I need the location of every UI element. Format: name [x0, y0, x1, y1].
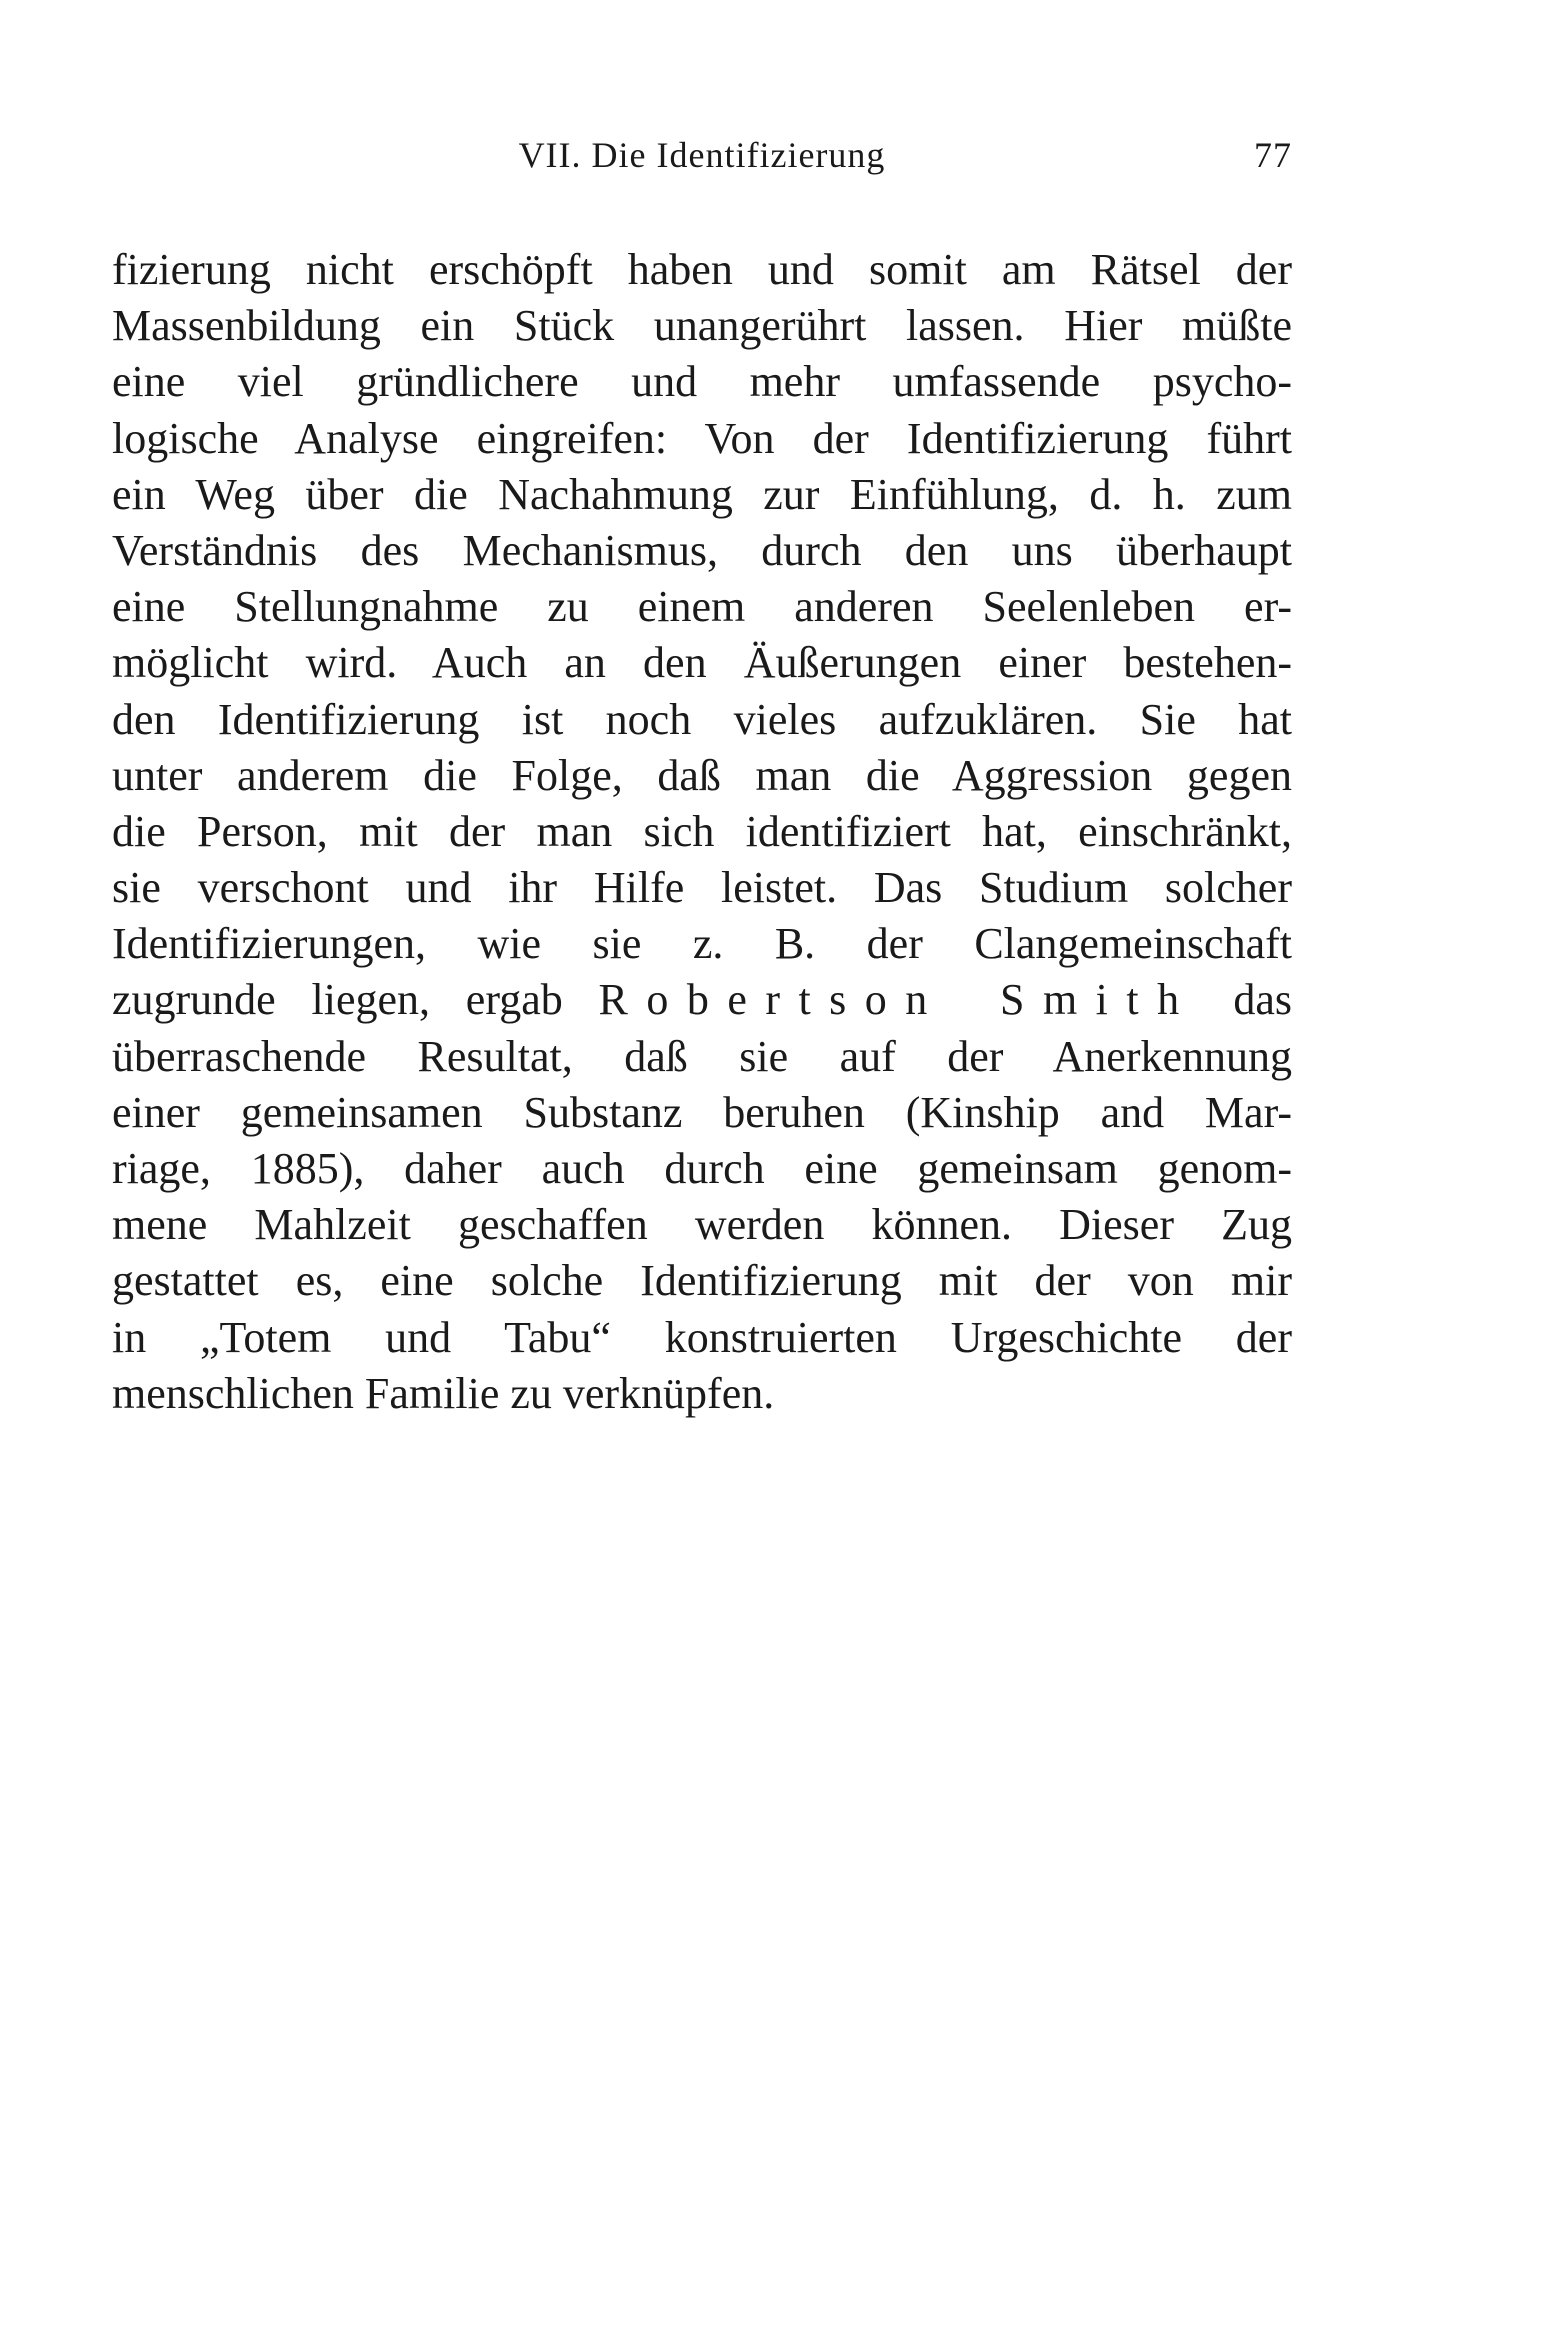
text-line: ein Weg über die Nachahmung zur Einfühlung, d. h. zum — [112, 469, 1292, 519]
text-line: in „Totem und Tabu“ konstruierten Urgeschichte der — [112, 1312, 1292, 1362]
text-line: möglicht wird. Auch an den Äußerungen einer bestehen- — [112, 638, 1292, 688]
author-name-spaced: Robertson Smith — [598, 975, 1198, 1025]
text-line: Identifizierungen, wie sie z. B. der Clangemeinschaft — [112, 919, 1292, 969]
text-line: eine Stellungnahme zu einem anderen Seelenleben er- — [112, 582, 1292, 632]
text-line: sie verschont und ihr Hilfe leistet. Das Studium solcher — [112, 863, 1292, 913]
text-line: logische Analyse eingreifen: Von der Identifizierung führt — [112, 413, 1292, 463]
running-head — [112, 134, 1292, 184]
text-line: unter anderem die Folge, daß man die Aggression gegen — [112, 750, 1292, 800]
text-line-last: menschlichen Familie zu verknüpfen. — [112, 1368, 775, 1418]
text-line: den Identifizierung ist noch vieles aufzuklären. Sie hat — [112, 694, 1292, 744]
text-line-with-spaced-name — [112, 972, 1292, 1028]
text-line: eine viel gründlichere und mehr umfassende psycho- — [112, 357, 1292, 407]
text-line: gestattet es, eine solche Identifizierung mit der von mir — [112, 1256, 1292, 1306]
page-number: 77 — [1254, 135, 1292, 175]
text-segment: zugrunde liegen, ergab — [112, 975, 563, 1025]
text-line: Verständnis des Mechanismus, durch den uns überhaupt — [112, 525, 1292, 575]
text-line: Massenbildung ein Stück unangerührt lassen. Hier müßte — [112, 301, 1292, 351]
text-line: einer gemeinsamen Substanz beruhen (Kinship and Mar- — [112, 1087, 1292, 1137]
chapter-title: VII. Die Identifizierung — [518, 135, 886, 175]
text-line: riage, 1885), daher auch durch eine gemeinsam genom- — [112, 1144, 1292, 1193]
text-segment: das — [1233, 975, 1292, 1025]
text-line: fizierung nicht erschöpft haben und somit am Rätsel der — [112, 245, 1292, 294]
text-line: mene Mahlzeit geschaffen werden können. Dieser Zug — [112, 1200, 1292, 1250]
text-line: die Person, mit der man sich identifiziert hat, einschränkt, — [112, 806, 1292, 856]
body-paragraph — [112, 242, 1292, 1422]
text-line: überraschende Resultat, daß sie auf der Anerkennung — [112, 1031, 1292, 1081]
